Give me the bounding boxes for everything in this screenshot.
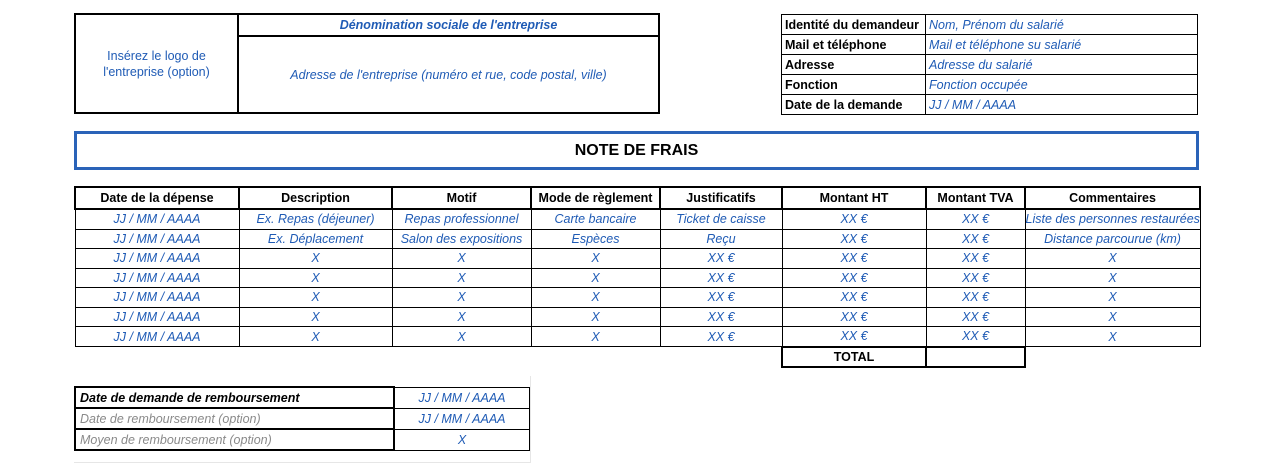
column-header: Justificatifs <box>660 187 782 209</box>
amount-vat-cell[interactable]: XX € <box>926 268 1025 288</box>
logo-hint-text: Insérez le logo de l'entreprise (option) <box>103 48 210 79</box>
expense-reason-cell[interactable]: X <box>392 327 531 347</box>
payment-method-cell[interactable]: X <box>531 249 660 269</box>
comment-cell[interactable]: X <box>1025 268 1200 288</box>
expense-reason-cell[interactable]: X <box>392 249 531 269</box>
expense-description-cell[interactable]: Ex. Repas (déjeuner) <box>239 209 392 229</box>
amount-vat-cell[interactable]: XX € <box>926 209 1025 229</box>
applicant-contact-field[interactable]: Mail et téléphone su salarié <box>926 35 1198 55</box>
request-date-field[interactable]: JJ / MM / AAAA <box>926 95 1198 115</box>
payment-method-cell[interactable]: Carte bancaire <box>531 209 660 229</box>
expense-header-row <box>75 187 1200 209</box>
applicant-row <box>782 95 1198 115</box>
logo-placeholder[interactable] <box>76 15 239 112</box>
amount-ht-cell[interactable]: XX € <box>782 209 926 229</box>
column-header: Commentaires <box>1025 187 1200 209</box>
table-row <box>75 307 1200 327</box>
column-header: Motif <box>392 187 531 209</box>
applicant-label: Adresse <box>782 55 926 75</box>
amount-vat-cell[interactable]: XX € <box>926 229 1025 249</box>
expense-date-cell[interactable]: JJ / MM / AAAA <box>75 288 239 308</box>
comment-cell[interactable]: Distance parcourue (km) <box>1025 229 1200 249</box>
total-label: TOTAL <box>782 347 926 368</box>
table-row <box>75 288 1200 308</box>
applicant-function-field[interactable]: Fonction occupée <box>926 75 1198 95</box>
receipt-cell[interactable]: XX € <box>660 327 782 347</box>
company-name[interactable]: Dénomination sociale de l'entreprise <box>239 15 658 37</box>
receipt-cell[interactable]: Ticket de caisse <box>660 209 782 229</box>
amount-vat-cell[interactable]: XX € <box>926 327 1025 347</box>
expense-date-cell[interactable]: JJ / MM / AAAA <box>75 327 239 347</box>
expense-description-cell[interactable]: X <box>239 288 392 308</box>
reimbursement-date-field[interactable]: JJ / MM / AAAA <box>394 408 530 429</box>
expense-table <box>74 186 1201 368</box>
applicant-address-field[interactable]: Adresse du salarié <box>926 55 1198 75</box>
expense-date-cell[interactable]: JJ / MM / AAAA <box>75 249 239 269</box>
company-info-block <box>74 13 660 114</box>
payment-method-cell[interactable]: X <box>531 268 660 288</box>
applicant-row <box>782 55 1198 75</box>
column-header: Mode de règlement <box>531 187 660 209</box>
table-row <box>75 268 1200 288</box>
company-address[interactable]: Adresse de l'entreprise (numéro et rue, code postal, ville) <box>290 67 607 82</box>
reimbursement-method-field[interactable]: X <box>394 429 530 450</box>
expense-description-cell[interactable]: X <box>239 249 392 269</box>
applicant-row <box>782 15 1198 35</box>
amount-vat-cell[interactable]: XX € <box>926 249 1025 269</box>
expense-date-cell[interactable]: JJ / MM / AAAA <box>75 229 239 249</box>
applicant-label: Mail et téléphone <box>782 35 926 55</box>
payment-method-cell[interactable]: X <box>531 307 660 327</box>
reimbursement-date-label: Date de remboursement (option) <box>75 408 394 429</box>
amount-vat-cell[interactable]: XX € <box>926 288 1025 308</box>
column-header: Description <box>239 187 392 209</box>
table-row <box>75 249 1200 269</box>
applicant-label: Identité du demandeur <box>782 15 926 35</box>
amount-vat-cell[interactable]: XX € <box>926 307 1025 327</box>
expense-reason-cell[interactable]: X <box>392 288 531 308</box>
receipt-cell[interactable]: XX € <box>660 307 782 327</box>
reimbursement-row <box>75 429 530 450</box>
total-value-cell[interactable] <box>926 347 1025 368</box>
receipt-cell[interactable]: Reçu <box>660 229 782 249</box>
table-row <box>75 327 1200 347</box>
comment-cell[interactable]: X <box>1025 288 1200 308</box>
receipt-cell[interactable]: XX € <box>660 249 782 269</box>
applicant-row <box>782 75 1198 95</box>
expense-description-cell[interactable]: Ex. Déplacement <box>239 229 392 249</box>
receipt-cell[interactable]: XX € <box>660 288 782 308</box>
receipt-cell[interactable]: XX € <box>660 268 782 288</box>
amount-ht-cell[interactable]: XX € <box>782 268 926 288</box>
expense-description-cell[interactable]: X <box>239 327 392 347</box>
expense-description-cell[interactable]: X <box>239 268 392 288</box>
blank-cell <box>75 347 782 368</box>
expense-reason-cell[interactable]: Repas professionnel <box>392 209 531 229</box>
reimbursement-method-label: Moyen de remboursement (option) <box>75 429 394 450</box>
comment-cell[interactable]: Liste des personnes restaurées <box>1025 209 1200 229</box>
page-title: NOTE DE FRAIS <box>74 131 1199 170</box>
reimbursement-row <box>75 387 530 408</box>
payment-method-cell[interactable]: X <box>531 327 660 347</box>
applicant-label: Fonction <box>782 75 926 95</box>
table-row <box>75 209 1200 229</box>
blank-cell <box>1025 347 1200 368</box>
amount-ht-cell[interactable]: XX € <box>782 229 926 249</box>
comment-cell[interactable]: X <box>1025 249 1200 269</box>
reimbursement-row <box>75 408 530 429</box>
amount-ht-cell[interactable]: XX € <box>782 288 926 308</box>
expense-description-cell[interactable]: X <box>239 307 392 327</box>
expense-reason-cell[interactable]: Salon des expositions <box>392 229 531 249</box>
applicant-row <box>782 35 1198 55</box>
amount-ht-cell[interactable]: XX € <box>782 249 926 269</box>
amount-ht-cell[interactable]: XX € <box>782 307 926 327</box>
total-row <box>75 347 1200 368</box>
column-header: Date de la dépense <box>75 187 239 209</box>
sheet-gridline <box>530 376 531 463</box>
reimbursement-request-date-label: Date de demande de remboursement <box>75 387 394 408</box>
expense-reason-cell[interactable]: X <box>392 268 531 288</box>
column-header: Montant TVA <box>926 187 1025 209</box>
table-row <box>75 229 1200 249</box>
expense-date-cell[interactable]: JJ / MM / AAAA <box>75 268 239 288</box>
reimbursement-table <box>74 386 530 451</box>
expense-date-cell[interactable]: JJ / MM / AAAA <box>75 307 239 327</box>
payment-method-cell[interactable]: X <box>531 288 660 308</box>
comment-cell[interactable]: X <box>1025 327 1200 347</box>
column-header: Montant HT <box>782 187 926 209</box>
payment-method-cell[interactable]: Espèces <box>531 229 660 249</box>
applicant-label: Date de la demande <box>782 95 926 115</box>
expense-rows <box>75 209 1200 347</box>
comment-cell[interactable]: X <box>1025 307 1200 327</box>
reimbursement-request-date-field[interactable]: JJ / MM / AAAA <box>394 387 530 408</box>
expense-reason-cell[interactable]: X <box>392 307 531 327</box>
amount-ht-cell[interactable]: XX € <box>782 327 926 347</box>
expense-date-cell[interactable]: JJ / MM / AAAA <box>75 209 239 229</box>
applicant-table <box>781 14 1198 115</box>
applicant-name-field[interactable]: Nom, Prénom du salarié <box>926 15 1198 35</box>
